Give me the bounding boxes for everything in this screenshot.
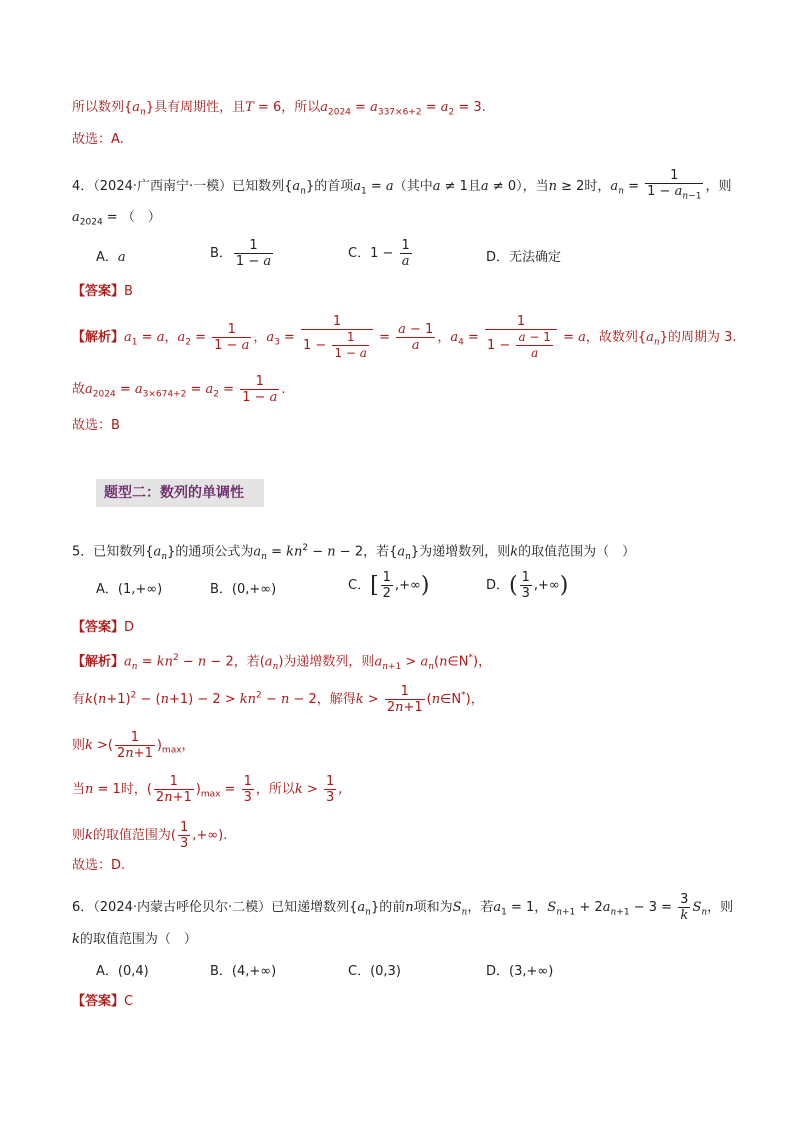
q6-option-b: B．(4,+∞) xyxy=(210,964,277,979)
q4-option-c: C．1 − $\frac{1}{a}$ xyxy=(348,238,410,269)
q5-analysis-4: 当n = 1时，( $\frac{1}{2n+1}$ )$_{max}$ = $\frac{1}{3}$ ，所以k > $\frac{1}{3}$ , xyxy=(72,774,343,805)
question-4-stem: 4．（2024·广西南宁·一模）已知数列$\{a_n\}$的首项$a_1 = a$（其中a ≠ 1且a ≠ 0），当n ≥ 2时，$a_n$ = $\frac{1}{1 - a_{n-1}}$ ，则 xyxy=(72,168,732,202)
q4-answer: 【答案】B xyxy=(72,284,133,299)
question-5-stem: 5．已知数列$\{a_n\}$的通项公式为$a_n = kn^2 - n - 2$，若$\{a_n\}$为递增数列，则k的取值范围为（ ） xyxy=(72,543,636,562)
q4-option-a: A．a xyxy=(96,250,126,265)
q5-option-a: A．(1,+∞) xyxy=(96,582,163,597)
q4-option-d: D．无法确定 xyxy=(486,250,562,265)
q6-option-a: A．(0,4) xyxy=(96,964,149,979)
q5-analysis-3: 则k >( $\frac{1}{2n+1}$ )$_{max}$， xyxy=(72,730,195,761)
q4-choice: 故选：B xyxy=(72,418,120,433)
choice-line: 故选：A. xyxy=(72,132,124,147)
q5-analysis-2: 有$k(n+1)^2 - (n+1) - 2 > kn^2 - n - 2$，解得k > $\frac{1}{2n+1}$ (n∈N*)， xyxy=(72,684,484,715)
q6-answer: 【答案】C xyxy=(72,994,134,1009)
q4-option-b: B． $\frac{1}{1 - a}$ xyxy=(210,238,272,269)
text-line: 所以数列$\{a_n\}$具有周期性，且T = 6，所以$a_{2024} = a_{337\times 6+2} = a_2 = 3$. xyxy=(72,100,486,118)
q6-option-d: D．(3,+∞) xyxy=(486,964,554,979)
q5-option-c: C．[ $\frac{1}{2}$ ,+∞) xyxy=(348,570,430,601)
q4-analysis: 【解析】$a_1 = a$，$a_2$ = $\frac{1}{1 - a}$ ，$a_3$ = 1 1 − $\frac{1}{1 - a}$ = $\frac{a - 1}{a}$ ，$a_4$ = 1 1 − $\frac{a - 1}{a}$ = a，故数列$\{a_n\}$的周期为 3. xyxy=(72,314,737,360)
q6-option-c: C．(0,3) xyxy=(348,964,401,979)
section-heading: 题型二：数列的单调性 xyxy=(96,479,264,507)
question-6-stem-2: k的取值范围为（ ） xyxy=(72,932,197,947)
q5-analysis-5: 则k的取值范围为( $\frac{1}{3}$ ,+∞). xyxy=(72,820,228,851)
q5-analysis-1: 【解析】$a_n = kn^2 - n - 2$，若$(a_n)$为递增数列，则$a_{n+1}$ > $a_n(n\in N^*)$， xyxy=(72,653,492,672)
q4-conclusion: 故$a_{2024} = a_{3\times 674+2} = a_2$ = $\frac{1}{1 - a}$ . xyxy=(72,374,286,405)
q5-option-b: B．(0,+∞) xyxy=(210,582,277,597)
q5-choice: 故选：D. xyxy=(72,858,126,873)
question-4-stem-2: $a_{2024}$ = （ ） xyxy=(72,210,161,228)
q5-answer: 【答案】D xyxy=(72,620,135,635)
question-6-stem: 6．（2024·内蒙古呼伦贝尔·二模）已知递增数列$\{a_n\}$的前n项和为$S_n$，若$a_1 = 1$，$S_{n+1} + 2a_{n+1} - 3$ = $\frac{3}{k}$ $S_n$，则 xyxy=(72,892,734,923)
q5-option-d: D．( $\frac{1}{3}$ ,+∞) xyxy=(486,570,569,601)
